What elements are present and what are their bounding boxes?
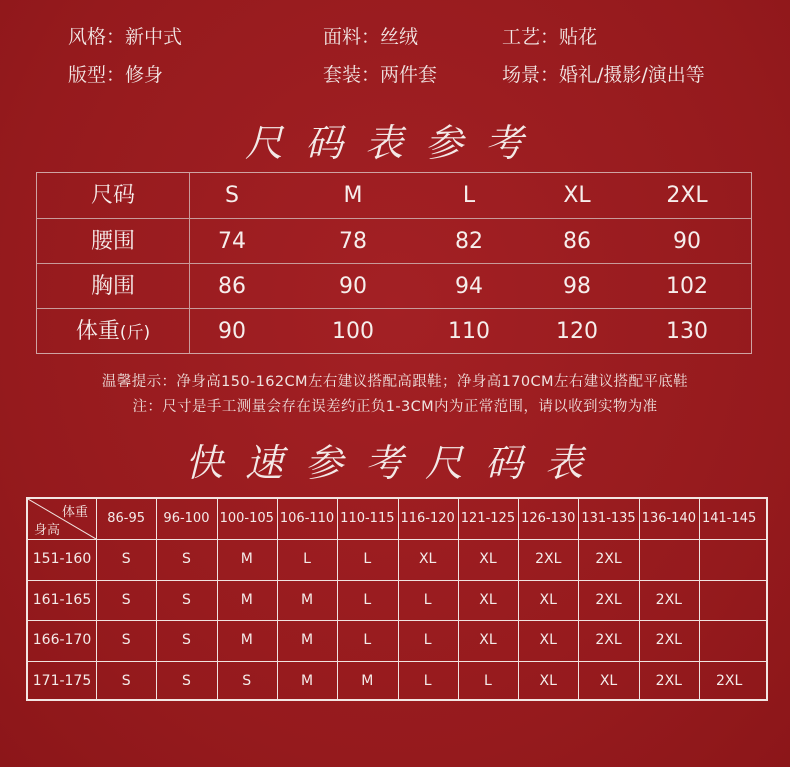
size-row: [37, 218, 751, 264]
size-result-cell: S: [121, 591, 131, 608]
size-result-cell: [699, 620, 759, 661]
corner-weight-label: 体重: [62, 505, 89, 520]
size-value-cell: 90: [339, 274, 367, 299]
unit-label: (斤): [119, 323, 151, 343]
row-label: 胸围: [90, 274, 135, 299]
attr-fit: 版型：修身: [68, 64, 164, 86]
size-result-cell: M: [240, 591, 253, 608]
size-result-cell: XL: [539, 672, 557, 689]
size-result-cell: M: [240, 632, 253, 648]
size-row: [37, 263, 751, 309]
weight-header-cell: 100-105: [219, 511, 274, 526]
size-result-cell: S: [242, 672, 252, 689]
size-value-cell: 130: [666, 319, 708, 344]
weight-header-cell: 110-115: [340, 511, 395, 526]
weight-header-cell: 116-120: [400, 511, 455, 526]
size-chart-table: [36, 172, 752, 354]
weight-header-cell: 126-130: [521, 511, 576, 526]
size-result-cell: M: [300, 672, 314, 689]
row-label: 体重(斤): [75, 319, 151, 344]
height-label-cell: 151-160: [32, 551, 92, 567]
size-result-cell: 2XL: [655, 591, 682, 608]
size-header-cell: XL: [563, 183, 591, 208]
size-value-cell: 90: [218, 319, 246, 344]
size-header-cell: L: [462, 183, 476, 208]
size-header-cell: M: [343, 183, 363, 208]
size-result-cell: XL: [479, 591, 497, 608]
product-attributes: [0, 18, 790, 88]
size-result-cell: L: [303, 551, 311, 567]
row-label: 腰围: [90, 229, 135, 254]
size-result-cell: XL: [479, 632, 497, 648]
measurement-note: 注：尺寸是手工测量会存在误差约正负1-3CM内为正常范围，请以收到实物为准: [132, 399, 658, 415]
size-result-cell: M: [300, 632, 314, 648]
size-header-cell: S: [225, 183, 239, 208]
size-result-cell: M: [240, 551, 253, 567]
quick-size-table: [26, 497, 768, 701]
size-result-cell: S: [121, 551, 131, 567]
size-result-cell: L: [363, 591, 372, 608]
size-value-cell: 102: [666, 274, 708, 299]
size-result-cell: L: [363, 632, 372, 648]
weight-header-cell: 136-140: [641, 511, 696, 526]
size-value-cell: 86: [563, 229, 591, 254]
size-value-cell: 78: [339, 229, 367, 254]
weight-header-cell: 131-135: [581, 511, 636, 526]
size-result-cell: S: [182, 672, 191, 689]
size-result-cell: XL: [418, 551, 437, 567]
attr-occasion: 场景：婚礼/摄影/演出等: [502, 64, 705, 86]
attr-set: 套装：两件套: [323, 64, 438, 86]
size-result-cell: M: [361, 672, 374, 689]
size-result-cell: M: [300, 591, 314, 608]
size-header-row: [37, 173, 751, 218]
size-result-cell: 2XL: [595, 551, 622, 567]
size-value-cell: 98: [563, 274, 591, 299]
size-result-cell: S: [182, 591, 191, 608]
size-result-cell: 2XL: [655, 632, 682, 648]
weight-header-cell: 121-125: [460, 511, 516, 526]
weight-header-cell: 141-145: [701, 511, 757, 526]
weight-header-cell: 106-110: [279, 511, 335, 526]
height-label-cell: 166-170: [32, 632, 92, 648]
size-value-cell: 94: [455, 274, 483, 299]
size-result-cell: 2XL: [535, 551, 562, 567]
attr-fabric: 面料：丝绒: [323, 26, 419, 48]
corner-height-label: 身高: [34, 523, 61, 538]
size-result-cell: [639, 539, 699, 580]
size-value-cell: 90: [673, 229, 701, 254]
size-result-cell: S: [121, 672, 131, 689]
size-value-cell: 100: [332, 319, 374, 344]
size-result-cell: S: [182, 551, 191, 567]
quick-chart-title: 快速参考尺码表: [184, 441, 605, 485]
row-label: 尺码: [90, 183, 135, 208]
size-result-cell: S: [182, 632, 191, 648]
attr-style: 风格：新中式: [68, 26, 183, 48]
attr-craft: 工艺：贴花: [502, 26, 598, 48]
weight-header-cell: 86-95: [107, 511, 146, 526]
size-value-cell: 110: [448, 319, 490, 344]
size-result-cell: 2XL: [595, 632, 622, 648]
size-result-cell: L: [423, 591, 432, 608]
size-result-cell: L: [423, 632, 432, 648]
size-row: [37, 308, 751, 354]
height-label-cell: 161-165: [32, 591, 92, 608]
tip-note: 温馨提示：净身高150-162CM左右建议搭配高跟鞋；净身高170CM左右建议搭配平底鞋: [101, 374, 689, 390]
size-result-cell: L: [484, 672, 492, 689]
weight-header-cell: 96-100: [163, 511, 210, 526]
size-value-cell: 120: [556, 319, 598, 344]
height-label-cell: 171-175: [32, 672, 92, 689]
size-result-cell: XL: [479, 551, 497, 567]
size-value-cell: 74: [218, 229, 246, 254]
size-chart-title: 尺码表参考: [244, 121, 545, 165]
size-value-cell: 86: [218, 274, 246, 299]
size-value-cell: 82: [455, 229, 483, 254]
size-header-cell: 2XL: [666, 183, 708, 208]
size-result-cell: XL: [599, 672, 618, 689]
size-result-cell: [699, 580, 759, 621]
size-result-cell: XL: [539, 591, 557, 608]
size-result-cell: [699, 539, 759, 580]
size-result-cell: XL: [539, 632, 557, 648]
size-result-cell: 2XL: [595, 591, 622, 608]
size-result-cell: L: [363, 551, 372, 567]
size-result-cell: 2XL: [715, 672, 743, 689]
size-result-cell: L: [423, 672, 432, 689]
size-result-cell: S: [121, 632, 131, 648]
size-result-cell: 2XL: [655, 672, 682, 689]
